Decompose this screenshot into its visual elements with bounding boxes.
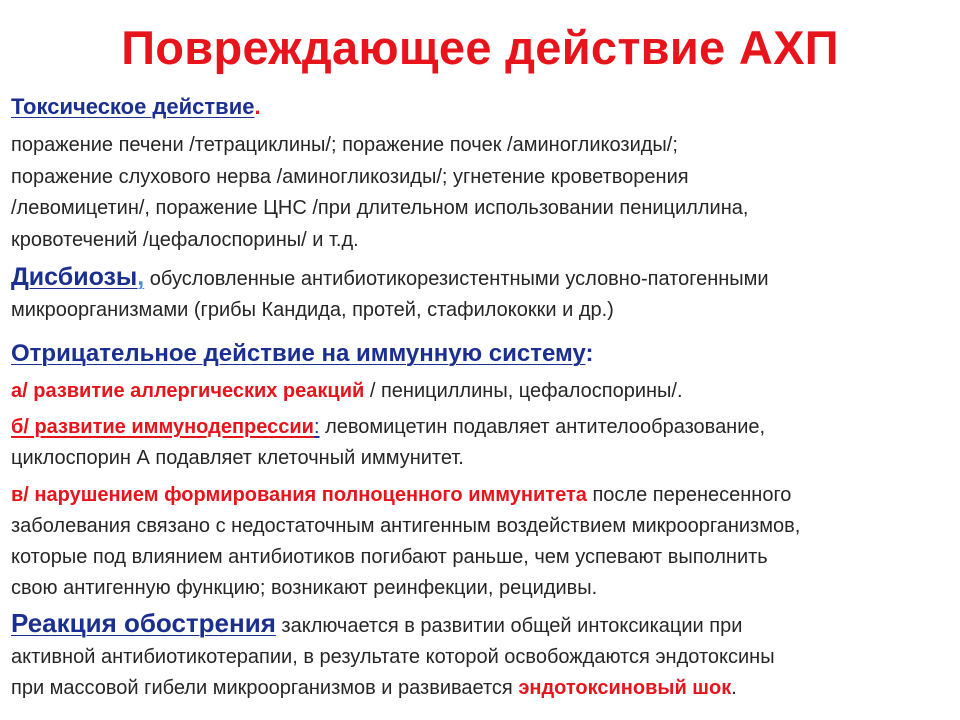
exacerbation-line-3 bbox=[11, 673, 951, 704]
exacerbation-line-1 bbox=[11, 608, 951, 642]
toxic-heading-dot: . bbox=[254, 94, 261, 119]
dysbiosis-line-1 bbox=[11, 262, 951, 295]
exacerbation-line-3-end: . bbox=[731, 677, 737, 699]
toxic-heading: Токсическое действие bbox=[11, 94, 255, 119]
item-c-label: в/ нарушением формирования полноценного иммунитета bbox=[11, 484, 587, 506]
toxic-line-4: кровотечений /цефалоспорины/ и т.д. bbox=[11, 228, 359, 251]
exacerbation-section bbox=[11, 608, 951, 704]
exacerbation-heading: Реакция обострения bbox=[11, 608, 276, 638]
slide-title: Повреждающее действие АХП bbox=[121, 21, 839, 74]
item-b-line-2: циклоспорин А подавляет клеточный иммунитет. bbox=[11, 447, 464, 469]
dysbiosis-comma: , bbox=[137, 263, 145, 291]
exacerbation-line-3-text: при массовой гибели микроорганизмов и развивается bbox=[11, 677, 519, 699]
toxic-line-1: поражение печени /тетрациклины/; поражение почек /аминогликозиды/; bbox=[11, 134, 678, 156]
item-b-label: б/ развитие иммунодепрессии bbox=[11, 416, 314, 438]
dysbiosis-heading: Дисбиозы bbox=[11, 263, 138, 291]
item-c-text: после перенесенного bbox=[586, 484, 792, 506]
dysbiosis-line-1-text: обусловленные антибиотикорезистентными условно-патогенными bbox=[144, 268, 769, 290]
immune-item-b bbox=[11, 412, 951, 474]
toxic-section bbox=[11, 92, 951, 256]
item-c-line-2: заболевания связано с недостаточным антигенным воздействием микроорганизмов, bbox=[11, 515, 801, 537]
toxic-heading-line bbox=[11, 92, 951, 122]
dysbiosis-section bbox=[11, 262, 951, 326]
item-b-colon: : bbox=[313, 416, 320, 438]
immune-section bbox=[11, 338, 951, 604]
endotoxic-shock: эндотоксиновый шок bbox=[518, 677, 732, 699]
exacerbation-line-2: активной антибиотикотерапии, в результате которой освобождаются эндотоксины bbox=[11, 646, 775, 668]
item-c-line-4: свою антигенную функцию; возникают реинфекции, рецидивы. bbox=[11, 577, 598, 599]
item-a-label: а/ развитие аллергических реакций bbox=[11, 380, 365, 402]
toxic-line-2: поражение слухового нерва /аминогликозиды/; угнетение кроветворения bbox=[11, 165, 689, 188]
immune-heading-line bbox=[11, 338, 951, 370]
dysbiosis-line-2: микроорганизмами (грибы Кандида, протей, стафилококки и др.) bbox=[11, 299, 614, 321]
item-b-text: левомицетин подавляет антителообразование, bbox=[319, 416, 766, 438]
item-a-text: / пенициллины, цефалоспорины/. bbox=[364, 380, 683, 402]
toxic-body bbox=[11, 130, 951, 256]
item-c-line-3: которые под влиянием антибиотиков погибают раньше, чем успевают выполнить bbox=[11, 546, 768, 568]
immune-item-c bbox=[11, 480, 951, 604]
exacerbation-line-1-text: заключается в развитии общей интоксикации при bbox=[275, 615, 743, 637]
toxic-line-3: /левомицетин/, поражение ЦНС /при длительном использовании пенициллина, bbox=[11, 197, 749, 219]
immune-heading-colon: : bbox=[585, 340, 594, 367]
immune-item-a bbox=[11, 376, 951, 407]
immune-heading: Отрицательное действие на иммунную систему bbox=[11, 340, 586, 367]
